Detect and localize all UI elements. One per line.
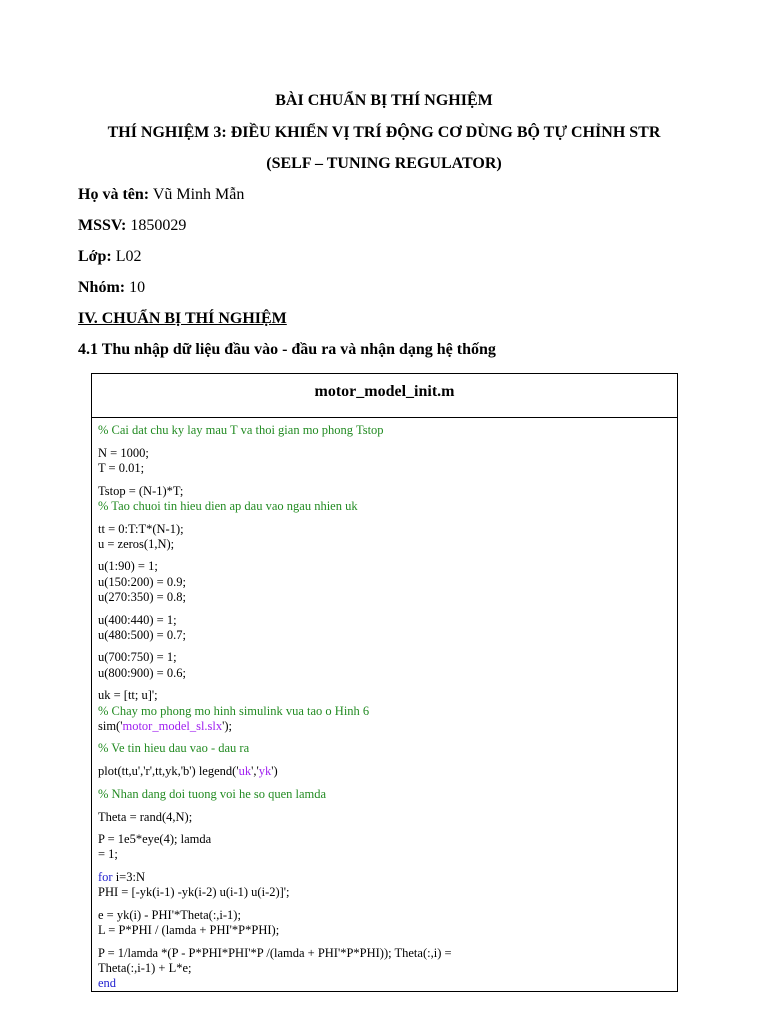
code-line: % Tao chuoi tin hieu dien ap dau vao ngau nhien uk	[98, 498, 358, 513]
code-block	[98, 832, 677, 862]
code-block	[98, 484, 677, 514]
group-label: Nhóm:	[78, 279, 126, 296]
code-line: = 1;	[98, 847, 118, 862]
code-line: N = 1000;	[98, 445, 149, 460]
code-line: Theta = rand(4,N);	[98, 809, 193, 824]
code-block	[98, 559, 677, 605]
group-row	[78, 279, 145, 297]
class-row	[78, 248, 142, 266]
code-block	[98, 522, 677, 552]
code-block	[98, 688, 677, 734]
student-name-row	[78, 186, 244, 204]
code-line: uk = [tt; u]';	[98, 688, 158, 703]
id-value: 1850029	[126, 217, 187, 234]
code-line: % Nhan dang doi tuong voi he so quen lamda	[98, 786, 327, 801]
code-block	[98, 870, 677, 900]
code-line: sim('motor_model_sl.slx');	[98, 718, 233, 733]
code-line: P = 1/lamda *(P - P*PHI*PHI'*P /(lamda + PHI'*P*PHI)); Theta(:,i) =	[98, 945, 452, 960]
id-label: MSSV:	[78, 217, 127, 234]
code-line: u(800:900) = 0.6;	[98, 665, 186, 680]
code-block	[98, 764, 677, 779]
code-body	[92, 418, 677, 992]
code-block	[98, 787, 677, 802]
name-value: Vũ Minh Mẫn	[149, 186, 245, 203]
code-line: u(700:750) = 1;	[98, 650, 177, 665]
code-block	[98, 810, 677, 825]
code-block	[98, 946, 677, 992]
code-block	[98, 613, 677, 643]
name-label: Họ và tên:	[78, 186, 150, 203]
code-line: PHI = [-yk(i-1) -yk(i-2) u(i-1) u(i-2)]';	[98, 885, 290, 900]
code-line: L = P*PHI / (lamda + PHI'*P*PHI);	[98, 923, 280, 938]
code-line: tt = 0:T:T*(N-1);	[98, 521, 184, 536]
code-filename: motor_model_init.m	[92, 374, 677, 418]
code-line: u(400:440) = 1;	[98, 612, 177, 627]
code-line: % Ve tin hieu dau vao - dau ra	[98, 741, 250, 756]
section-heading: IV. CHUẨN BỊ THÍ NGHIỆM	[78, 310, 287, 327]
code-line: plot(tt,u','r',tt,yk,'b') legend('uk','yk')	[98, 764, 278, 779]
code-block	[98, 650, 677, 680]
code-block	[98, 446, 677, 476]
code-line: T = 0.01;	[98, 460, 145, 475]
code-line: Tstop = (N-1)*T;	[98, 483, 184, 498]
class-label: Lớp:	[78, 248, 112, 265]
code-line: % Cai dat chu ky lay mau T va thoi gian mo phong Tstop	[98, 423, 384, 437]
code-line: u(150:200) = 0.9;	[98, 574, 186, 589]
code-line: for i=3:N	[98, 870, 145, 885]
experiment-title: THÍ NGHIỆM 3: ĐIỀU KHIỂN VỊ TRÍ ĐỘNG CƠ DÙNG BỘ TỰ CHỈNH STR	[107, 124, 661, 141]
code-line: u(480:500) = 0.7;	[98, 627, 186, 642]
code-line: Theta(:,i-1) + L*e;	[98, 961, 192, 976]
class-value: L02	[111, 248, 142, 265]
code-line: % Chay mo phong mo hinh simulink vua tao o Hinh 6	[98, 703, 370, 718]
code-line: P = 1e5*eye(4); lamda	[98, 832, 212, 847]
code-line: e = yk(i) - PHI'*Theta(:,i-1);	[98, 908, 241, 923]
code-line: u(1:90) = 1;	[98, 559, 158, 574]
subsection-heading: 4.1 Thu nhập dữ liệu đầu vào - đầu ra và nhận dạng hệ thống	[78, 341, 496, 358]
experiment-subtitle: (SELF – TUNING REGULATOR)	[266, 155, 502, 172]
code-block	[98, 741, 677, 756]
code-block	[98, 908, 677, 938]
code-line: end	[98, 976, 117, 991]
code-box	[91, 373, 678, 992]
group-value: 10	[125, 279, 146, 296]
student-id-row	[78, 217, 186, 235]
code-block	[98, 423, 677, 438]
document-title: BÀI CHUẨN BỊ THÍ NGHIỆM	[275, 92, 493, 109]
code-line: u = zeros(1,N);	[98, 536, 175, 551]
code-line: u(270:350) = 0.8;	[98, 589, 186, 604]
